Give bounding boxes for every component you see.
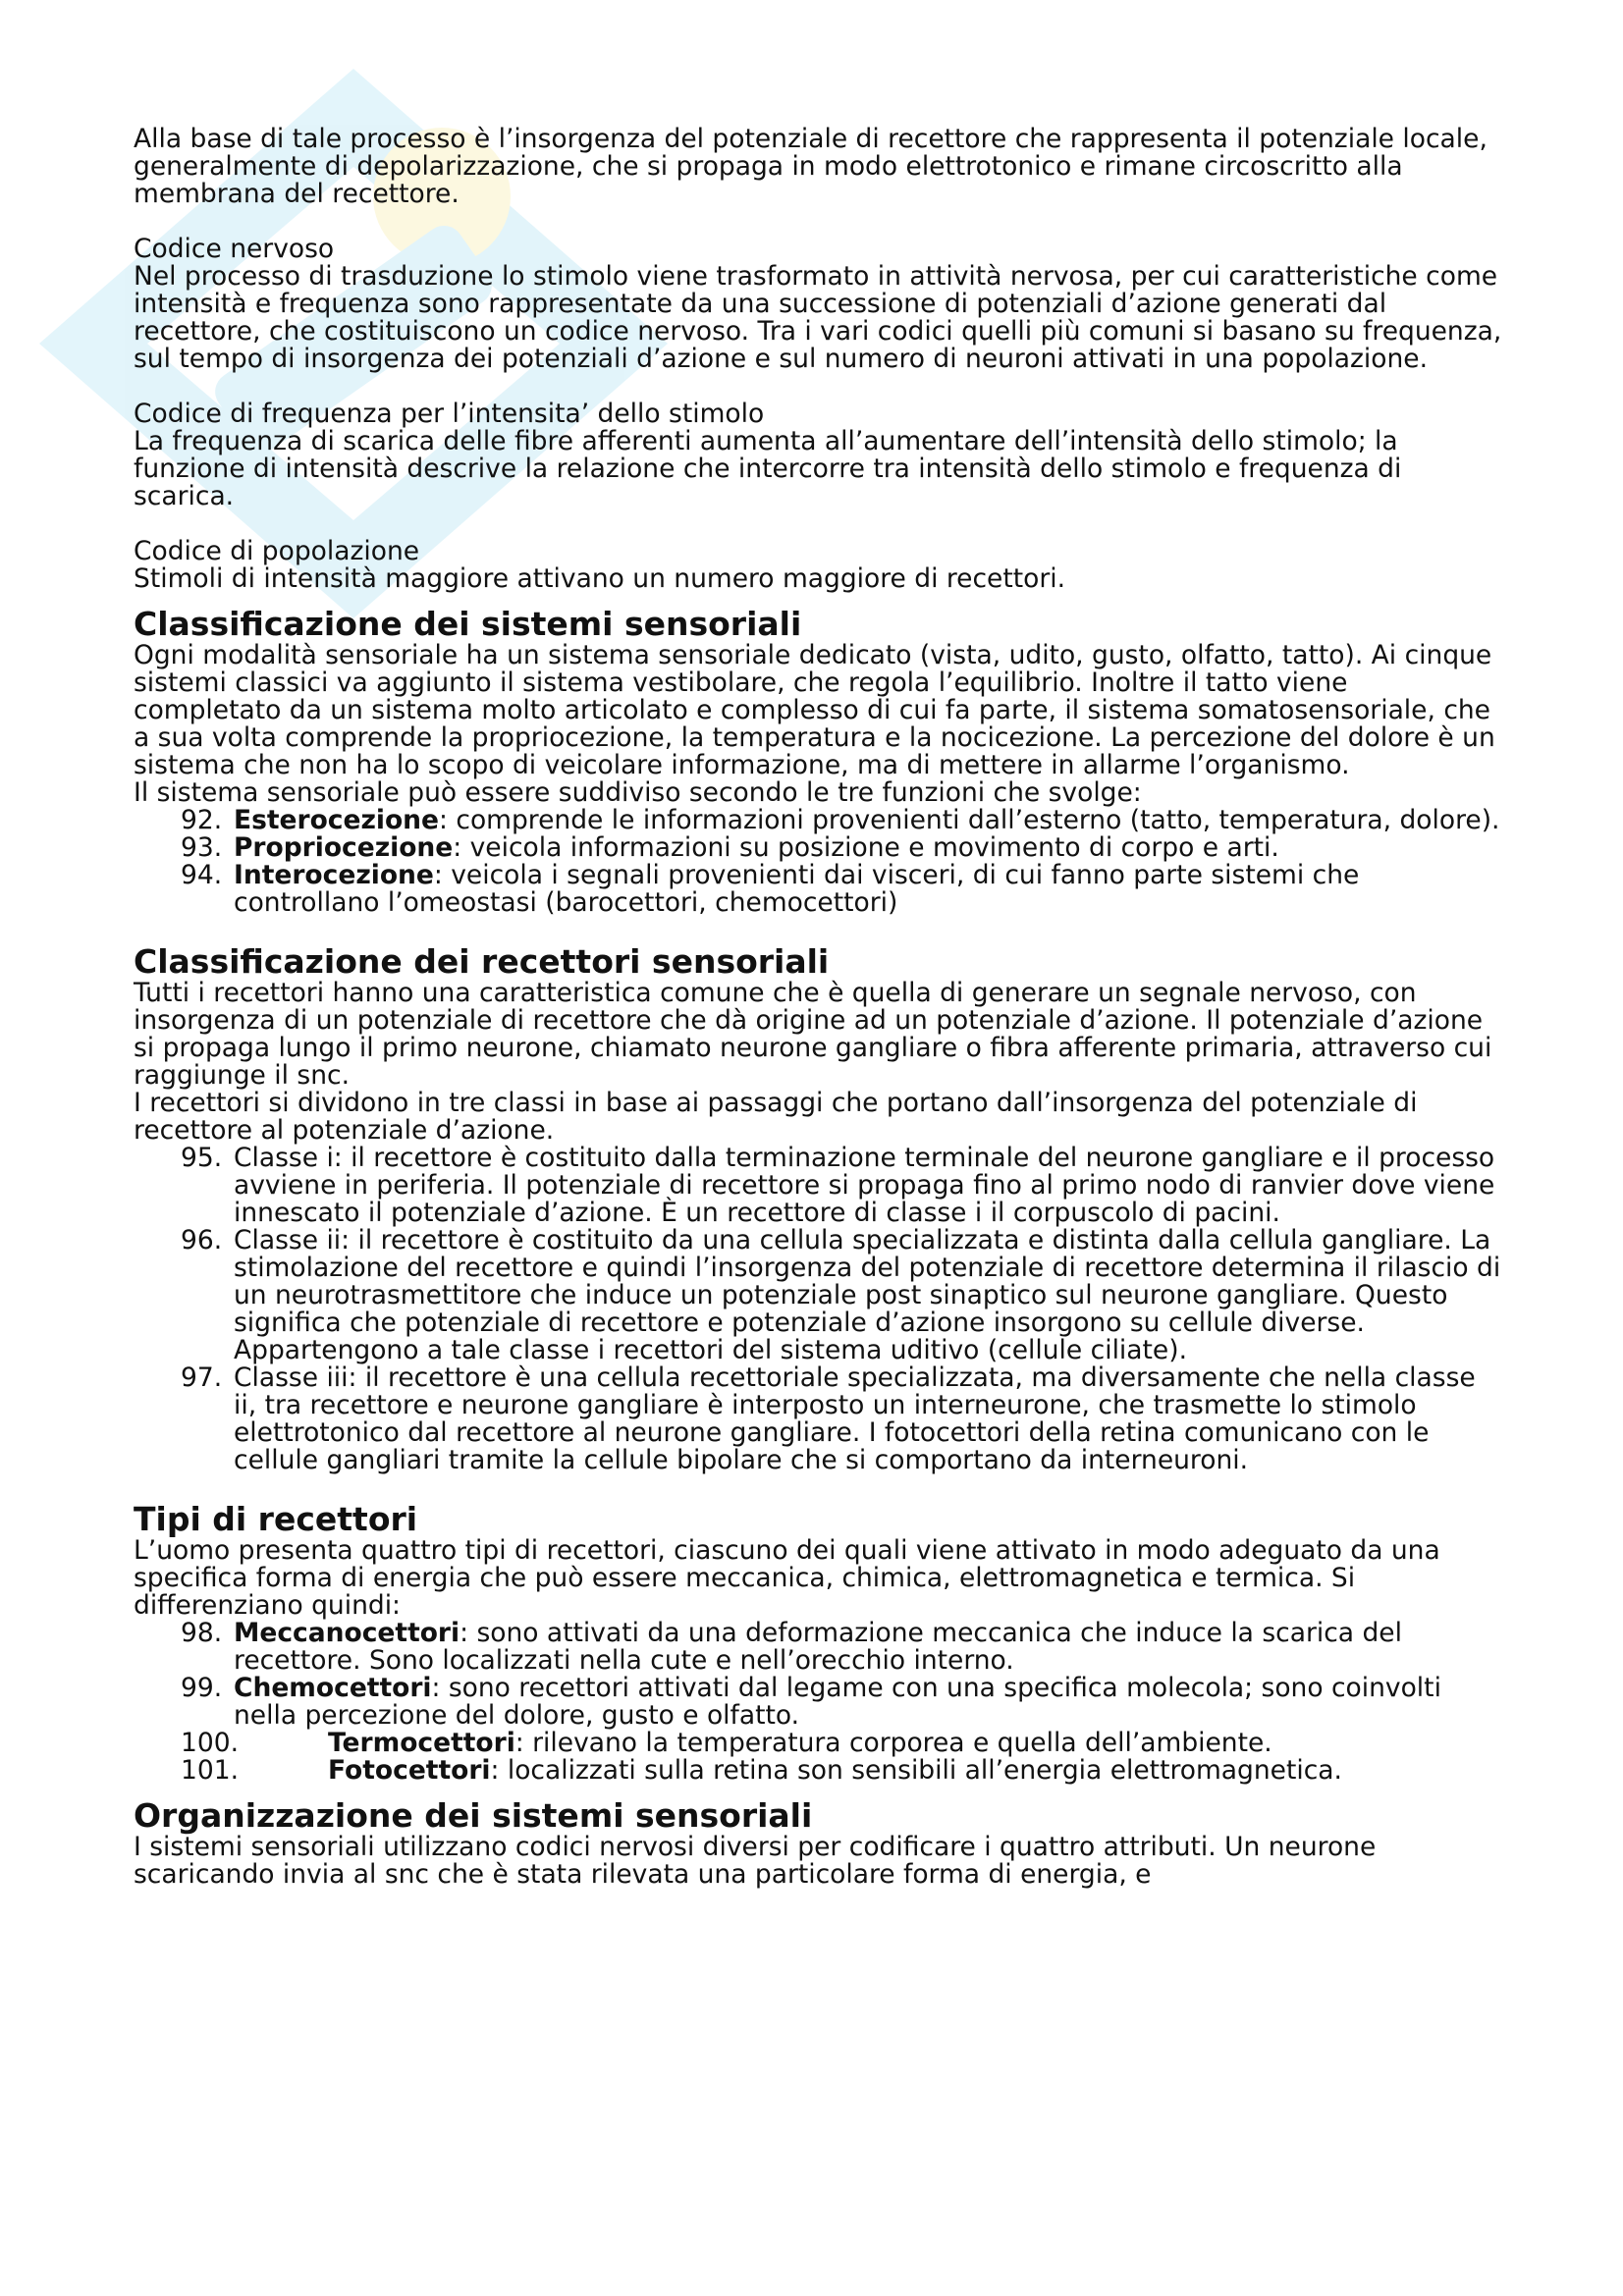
subheading-codice-nervoso: Codice nervoso [134, 234, 335, 264]
list-item-number: 100. [181, 1728, 240, 1758]
list-item-number: 92. [181, 805, 223, 835]
list-item-number: 99. [181, 1673, 223, 1703]
list-item-text: : comprende le informazioni provenienti dall’esterno (tatto, temperatura, dolore). [439, 805, 1500, 835]
paragraph-organizzazione: I sistemi sensoriali utilizzano codici nervosi diversi per codificare i quattro attributi. Un neurone scaricando invia al snc che è stata rilevata una particolare forma di energia, e [134, 1832, 1377, 1890]
list-item-number: 95. [181, 1143, 223, 1173]
list-item-text: : localizzati sulla retina son sensibili all’energia elettromagnetica. [490, 1755, 1342, 1786]
list-item-text: : rilevano la temperatura corporea e quella dell’ambiente. [514, 1728, 1272, 1758]
paragraph-recettori-list-intro: I recettori si dividono in tre classi in base ai passaggi che portano dall’insorgenza del potenziale di recettore al potenziale d’azione. [134, 1088, 1418, 1146]
document-body [134, 126, 1503, 1889]
paragraph-recettori: Tutti i recettori hanno una caratteristica comune che è quella di generare un segnale nervoso, con insorgenza di un potenziale di recettore che dà origine ad un potenziale d’azione. Il potenziale d’azione si propaga lungo il primo neurone, chiamato neurone gangliare o fibra afferente primaria, attraverso cui raggiunge il snc. [134, 978, 1492, 1091]
paragraph-sistemi-list-intro: Il sistema sensoriale può essere suddiviso secondo le tre funzioni che svolge: [134, 777, 1142, 808]
list-item [134, 1145, 1503, 1227]
list-item-text: : sono recettori attivati dal legame con una specifica molecola; sono coinvolti nella percezione del dolore, gusto e olfatto. [234, 1673, 1441, 1731]
list-item-text: Classe ii: il recettore è costituito da una cellula specializzata e distinta dalla cellula gangliare. La stimolazione del recettore e quindi l’insorgenza del potenziale di recettore determina il rilascio di un neurotrasmettitore che induce un potenziale post sinaptico sul neurone gangliare. Questo significa che potenziale di recettore e potenziale d’azione insorgono su cellule diverse. Appartengono a tale classe i recettori del sistema uditivo (cellule ciliate). [234, 1225, 1501, 1365]
list-classi [134, 1145, 1503, 1474]
list-item-number: 96. [181, 1225, 223, 1255]
list-item-term: Propriocezione [234, 832, 454, 863]
list-funzioni [134, 807, 1503, 917]
list-item-number: 93. [181, 832, 223, 863]
list-item [134, 1675, 1503, 1730]
list-item-number: 94. [181, 860, 223, 890]
paragraph-codice-frequenza: La frequenza di scarica delle fibre afferenti aumenta all’aumentare dell’intensità dello stimolo; la funzione di intensità descrive la relazione che intercorre tra intensità dello stimolo e frequenza di scarica. [134, 426, 1402, 511]
list-item [134, 1730, 1503, 1757]
list-item-text: Classe i: il recettore è costituito dalla terminazione terminale del neurone gangliare e il processo avviene in periferia. Il potenziale di recettore si propaga fino al primo nodo di ranvier dove viene innescato il potenziale d’azione. È un recettore di classe i il corpuscolo di pacini. [234, 1143, 1495, 1228]
list-tipi [134, 1620, 1503, 1785]
subheading-codice-popolazione: Codice di popolazione [134, 536, 420, 566]
list-item-term: Meccanocettori [234, 1618, 460, 1648]
list-item-term: Fotocettori [328, 1755, 491, 1786]
paragraph-codice-nervoso: Nel processo di trasduzione lo stimolo viene trasformato in attività nervosa, per cui caratteristiche come intensità e frequenza sono rappresentate da una successione di potenziali d’azione generati dal recettore, che costituiscono un codice nervoso. Tra i vari codici quelli più comuni si basano su frequenza, sul tempo di insorgenza dei potenziali d’azione e sul numero di neuroni attivati in una popolazione. [134, 261, 1502, 374]
list-item-term: Chemocettori [234, 1673, 432, 1703]
list-item [134, 807, 1503, 834]
paragraph-sistemi: Ogni modalità sensoriale ha un sistema sensoriale dedicato (vista, udito, gusto, olfatto, tatto). Ai cinque sistemi classici va aggiunto il sistema vestibolare, che regola l’equilibrio. Inoltre il tatto viene completato da un sistema molto articolato e complesso di cui fa parte, il sistema somatosensoriale, che a sua volta comprende la propriocezione, la temperatura e la nocicezione. La percezione del dolore è un sistema che non ha lo scopo di veicolare informazione, ma di mettere in allarme l’organismo. [134, 640, 1495, 780]
heading-classificazione-sistemi: Classificazione dei sistemi sensoriali [134, 605, 802, 643]
list-item-term: Termocettori [328, 1728, 515, 1758]
list-item [134, 1620, 1503, 1675]
list-item-text: : veicola informazioni su posizione e movimento di corpo e arti. [453, 832, 1279, 863]
list-item [134, 1227, 1503, 1364]
list-item-number: 97. [181, 1362, 223, 1393]
heading-classificazione-recettori: Classificazione dei recettori sensoriali [134, 942, 830, 981]
paragraph-codice-popolazione: Stimoli di intensità maggiore attivano un numero maggiore di recettori. [134, 563, 1066, 594]
list-item [134, 862, 1503, 917]
list-item [134, 1364, 1503, 1474]
paragraph-tipi: L’uomo presenta quattro tipi di recettori, ciascuno dei quali viene attivato in modo adeguato da una specifica forma di energia che può essere meccanica, chimica, elettromagnetica e termica. Si differenziano quindi: [134, 1535, 1440, 1621]
list-item-number: 98. [181, 1618, 223, 1648]
heading-tipi-recettori: Tipi di recettori [134, 1500, 418, 1538]
subheading-codice-frequenza: Codice di frequenza per l’intensita’ dello stimolo [134, 399, 765, 429]
list-item-text: : veicola i segnali provenienti dai visceri, di cui fanno parte sistemi che controllano l’omeostasi (barocettori, chemocettori) [234, 860, 1360, 918]
list-item-term: Interocezione [234, 860, 434, 890]
list-item-text: : sono attivati da una deformazione meccanica che induce la scarica del recettore. Sono localizzati nella cute e nell’orecchio interno. [234, 1618, 1402, 1676]
list-item [134, 834, 1503, 862]
paragraph-intro: Alla base di tale processo è l’insorgenza del potenziale di recettore che rappresenta il potenziale locale, generalmente di depolarizzazione, che si propaga in modo elettrotonico e rimane circoscritto alla membrana del recettore. [134, 124, 1488, 209]
list-item-number: 101. [181, 1755, 240, 1786]
list-item [134, 1757, 1503, 1785]
list-item-text: Classe iii: il recettore è una cellula recettoriale specializzata, ma diversamente che nella classe ii, tra recettore e neurone gangliare è interposto un interneurone, che trasmette lo stimolo elettrotonico dal recettore al neurone gangliare. I fotocettori della retina comunicano con le cellule gangliari tramite la cellule bipolare che si comportano da interneuroni. [234, 1362, 1476, 1475]
heading-organizzazione: Organizzazione dei sistemi sensoriali [134, 1796, 813, 1835]
list-item-term: Esterocezione [234, 805, 440, 835]
